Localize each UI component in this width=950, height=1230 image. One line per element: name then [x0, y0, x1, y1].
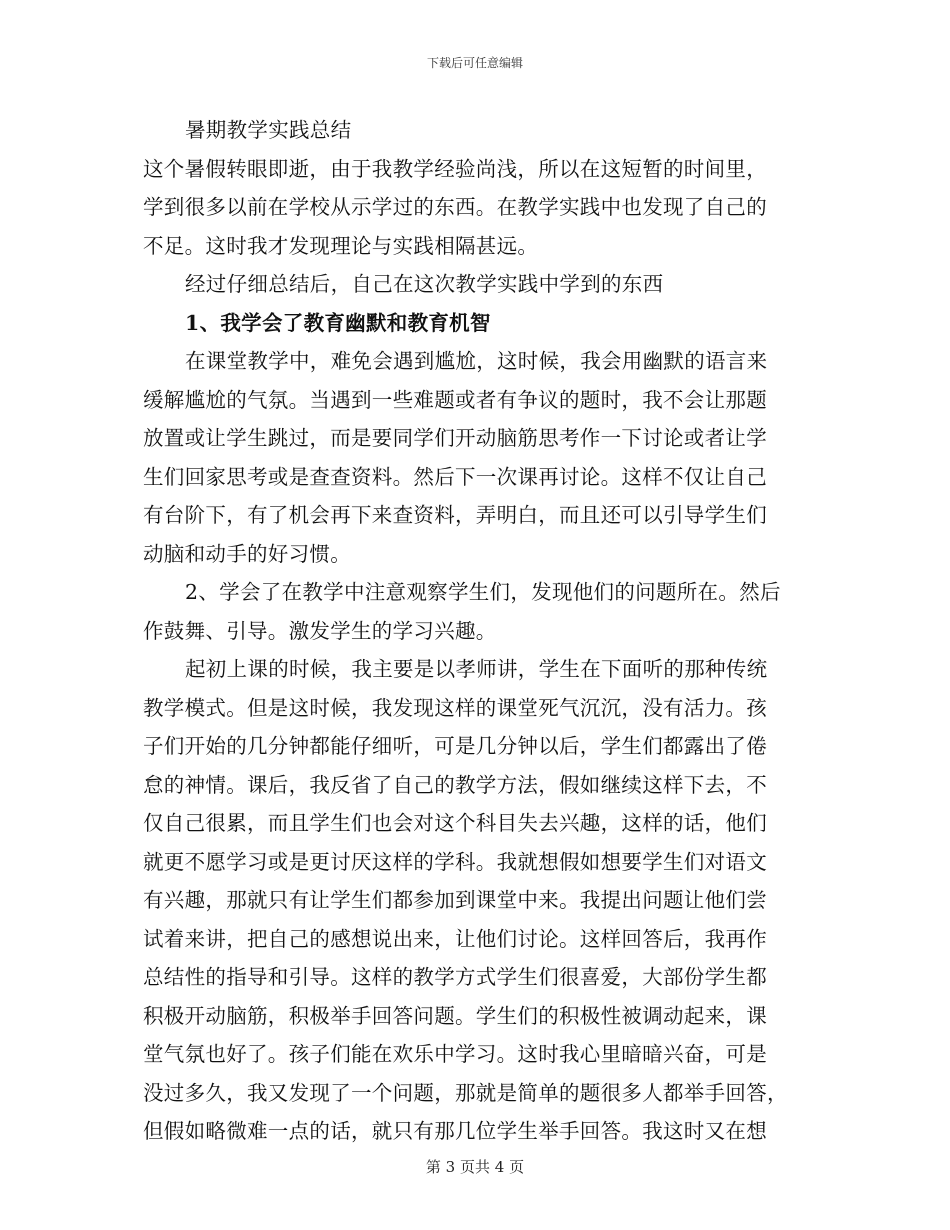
text-line: 经过仔细总结后，自己在这次教学实践中学到的东西 [185, 272, 664, 296]
text-line: 仅自己很累，而且学生们也会对这个科目失去兴趣，这样的话，他们 [143, 811, 767, 835]
text-line: 试着来讲，把自己的感想说出来，让他们讨论。这样回答后，我再作 [143, 926, 767, 951]
section-heading: 1、我学会了教育幽默和教育机智 [185, 310, 491, 335]
text-line: 有兴趣，那就只有让学生们都参加到课堂中来。我提出问题让他们尝 [143, 888, 767, 912]
page-footer: 第 3 页共 4 页 [425, 1158, 525, 1176]
text-line: 但假如略微难一点的话，就只有那几位学生举手回答。我这时又在想 [143, 1119, 767, 1143]
text-line: 怠的神情。课后，我反省了自己的教学方法，假如继续这样下去，不 [143, 772, 767, 797]
text-line: 放置或让学生跳过，而是要同学们开动脑筋思考作一下讨论或者让学 [143, 426, 767, 450]
document-body [143, 111, 808, 1151]
text-line: 缓解尴尬的气氛。当遇到一些难题或者有争议的题时，我不会让那题 [143, 387, 767, 412]
text-line: 2、学会了在教学中注意观察学生们，发现他们的问题所在。然后 [185, 580, 781, 604]
document-title: 暑期教学实践总结 [185, 118, 352, 142]
text-line: 动脑和动手的好习惯。 [143, 541, 351, 566]
text-line: 教学模式。但是这时候，我发现这样的课堂死气沉沉，没有活力。孩 [143, 695, 767, 720]
text-line: 就更不愿学习或是更讨厌这样的学科。我就想假如想要学生们对语文 [143, 849, 767, 874]
text-line: 堂气氛也好了。孩子们能在欢乐中学习。这时我心里暗暗兴奋，可是 [143, 1042, 767, 1066]
text-line: 在课堂教学中，难免会遇到尴尬，这时候，我会用幽默的语言来 [185, 349, 768, 373]
text-line: 有台阶下，有了机会再下来查资料，弄明白，而且还可以引导学生们 [143, 503, 767, 527]
text-line: 作鼓舞、引导。激发学生的学习兴趣。 [143, 618, 497, 643]
text-line: 这个暑假转眼即逝，由于我教学经验尚浅，所以在这短暂的时间里， [143, 156, 767, 181]
text-line: 不足。这时我才发现理论与实践相隔甚远。 [143, 233, 539, 258]
text-line: 没过多久，我又发现了一个问题，那就是简单的题很多人都举手回答， [143, 1080, 788, 1105]
text-line: 学到很多以前在学校从示学过的东西。在教学实践中也发现了自己的 [143, 195, 767, 219]
page-header: 下载后可任意编辑 [426, 56, 523, 70]
text-line: 子们开始的几分钟都能仔细听，可是几分钟以后，学生们都露出了倦 [143, 734, 767, 758]
text-line: 生们回家思考或是查查资料。然后下一次课再讨论。这样不仅让自己 [143, 464, 767, 489]
text-line: 起初上课的时候，我主要是以孝师讲，学生在下面听的那种传统 [185, 657, 768, 681]
text-line: 积极开动脑筋，积极举手回答问题。学生们的积极性被调动起来，课 [143, 1003, 767, 1028]
text-line: 总结性的指导和引导。这样的教学方式学生们很喜爱，大部份学生都 [143, 965, 767, 989]
